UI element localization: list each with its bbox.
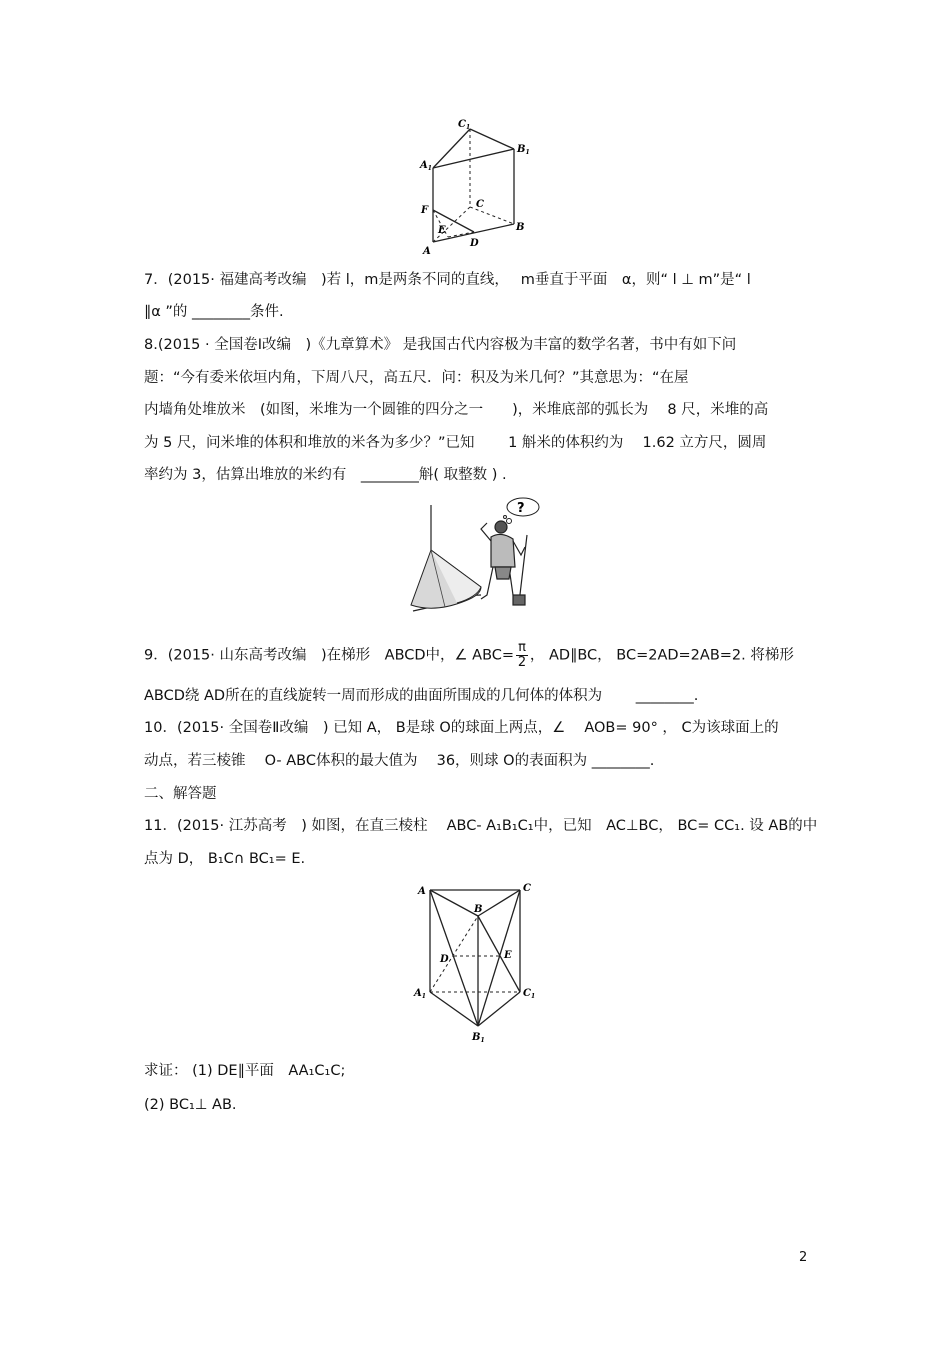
proof-line1: 求证： (1) DE∥平面 AA₁C₁C;	[144, 1063, 346, 1079]
label-b1-bottom: $B_1$	[472, 1032, 485, 1044]
label-e-mid: E	[504, 950, 512, 961]
label-c: C	[476, 199, 484, 210]
q10-line1: 10．(2015· 全国卷Ⅱ改编 ) 已知 A， B是球 O的球面上两点，∠ AOB= 90° ， C为该球面上的	[144, 720, 779, 736]
q11-line1: 11．(2015· 江苏高考 ) 如图，在直三棱柱 ABC- A₁B₁C₁中，已知 AC⊥BC， BC= CC₁. 设 AB的中	[144, 818, 818, 834]
q8-line2: 题：“今有委米依垣内角，下周八尺，高五尺．问：积及为米几何？”其意思为：“在屋	[144, 370, 689, 386]
q7-line2: ∥α ”的 ________条件.	[144, 304, 284, 320]
label-d-mid: D	[440, 954, 449, 965]
proof-line2: (2) BC₁⊥ AB.	[144, 1097, 237, 1113]
q8-line5: 率约为 3，估算出堆放的米约有 ________斛( 取整数 ) .	[144, 467, 507, 483]
label-a-top: A	[418, 886, 426, 897]
label-d: D	[470, 238, 479, 249]
label-c1-bottom: $C_1$	[523, 988, 536, 1000]
q8-line1: 8.(2015 · 全国卷Ⅰ改编 )《九章算术》 是我国古代内容极为丰富的数学名著，书中有如下问	[144, 337, 737, 353]
q9-line1: 9．(2015· 山东高考改编 )在梯形 ABCD中，∠ ABC= $\frac{\pi}{2}$ ， AD∥BC， BC=2AD=2AB=2. 将梯形	[144, 640, 794, 670]
section-heading: 二、解答题	[144, 786, 217, 802]
q9-line2: ABCD绕 AD所在的直线旋转一周而形成的曲面所围成的几何体的体积为 ________.	[144, 688, 699, 704]
q7-line1: 7．(2015· 福建高考改编 )若 l，m是两条不同的直线， m垂直于平面 α，则“ l ⊥ m”是“ l	[144, 272, 751, 288]
label-f: F	[421, 205, 429, 216]
q10-line2: 动点，若三棱锥 O- ABC体积的最大值为 36，则球 O的表面积为 ________.	[144, 753, 655, 769]
label-c-top: C	[523, 883, 531, 894]
q8-line4: 为 5 尺，问米堆的体积和堆放的米各为多少？”已知 1 斛米的体积约为 1.62 立方尺，圆周	[144, 435, 767, 451]
right-prism-figure	[410, 878, 540, 1048]
label-a: A	[423, 246, 431, 257]
label-b1: $B_1$	[517, 144, 530, 156]
prism-figure	[410, 112, 540, 260]
svg-text:?: ?	[517, 501, 525, 516]
q8-line3: 内墙角处堆放米 (如图，米堆为一个圆锥的四分之一 )，米堆底部的弧长为 8 尺，米堆的高	[144, 402, 769, 418]
page-number: 2	[799, 1250, 808, 1265]
label-e: E	[438, 225, 446, 236]
label-a1-bottom: $A_1$	[414, 988, 426, 1000]
rice-pile-figure	[405, 495, 545, 613]
label-a1: $A_1$	[420, 160, 432, 172]
pi-over-2-fraction: $\frac{\pi}{2}$	[517, 640, 527, 670]
q11-line2: 点为 D， B₁C∩ BC₁= E.	[144, 851, 306, 867]
label-c1: $C_1$	[458, 119, 471, 131]
label-b-top: B	[474, 904, 483, 915]
label-b: B	[516, 222, 525, 233]
